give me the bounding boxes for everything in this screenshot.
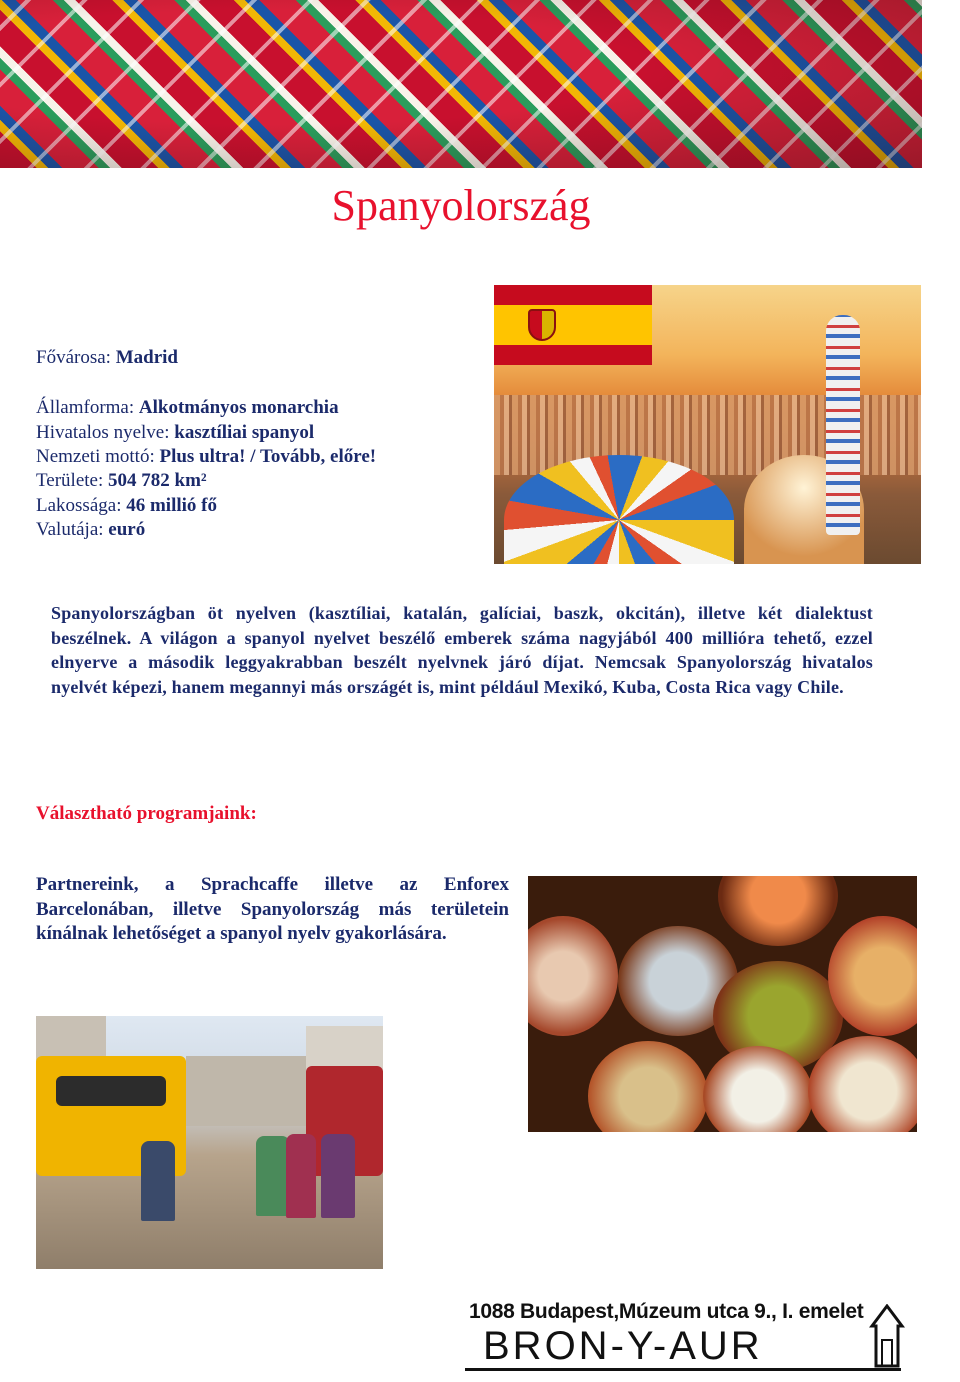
page-title: Spanyolország bbox=[331, 181, 591, 230]
fact-language: Hivatalos nyelve: kasztíliai spanyol bbox=[36, 422, 315, 443]
logo-brand: BRON-Y-AUR bbox=[483, 1324, 763, 1368]
fact-motto: Nemzeti mottó: Plus ultra! / Tovább, előre! bbox=[36, 446, 377, 467]
tapas-food-photo bbox=[528, 876, 917, 1132]
programs-heading: Választható programjaink: bbox=[36, 803, 257, 824]
partners-paragraph: Partnereink, a Sprachcaffe illetve az Enforex Barcelonában, illetve Spanyolország más területein kínálnak lehetőséget a spanyol nyelv gyakorlására. bbox=[36, 874, 509, 944]
tower-icon bbox=[868, 1304, 906, 1368]
fact-area: Területe: 504 782 km² bbox=[36, 470, 207, 491]
barcelona-park-guell-photo bbox=[494, 285, 921, 564]
fact-capital: Fővárosa: Madrid bbox=[36, 347, 178, 368]
intro-paragraph: Spanyolországban öt nyelven (kasztíliai, katalán, galíciai, baszk, okcitán), illetve két dialektust beszélnek. A világon a spanyol nyelvet beszélő emberek száma nagyjából 400 millióra tehető, ezzel elnyerve a második leggyakrabban beszélt nyelvnek járó díjat. Nemcsak Spanyolország hivatalos nyelvét képezi, hanem megannyi más országét is, mint például Mexikó, Kuba, Costa Rica vagy Chile. bbox=[51, 603, 873, 697]
fact-currency: Valutája: euró bbox=[36, 519, 146, 540]
fact-population: Lakossága: 46 millió fő bbox=[36, 495, 218, 516]
logo-underline bbox=[465, 1368, 901, 1371]
spain-flag bbox=[494, 285, 652, 365]
street-market-photo bbox=[36, 1016, 383, 1269]
banner-textile-photo bbox=[0, 0, 922, 168]
logo-address: 1088 Budapest,Múzeum utca 9., I. emelet bbox=[469, 1300, 864, 1323]
bron-y-aur-logo bbox=[463, 1296, 913, 1376]
fact-government: Államforma: Alkotmányos monarchia bbox=[36, 397, 339, 418]
coat-of-arms-icon bbox=[528, 309, 556, 341]
